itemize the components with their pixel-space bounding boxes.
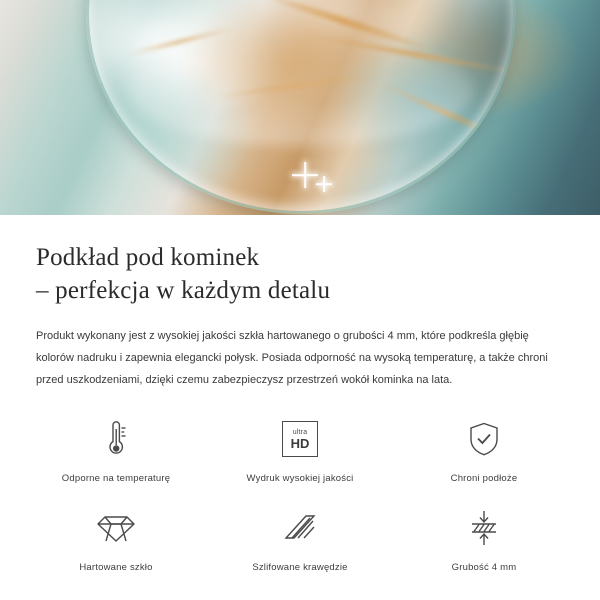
feature-grid bbox=[0, 417, 600, 573]
page-title bbox=[36, 241, 564, 307]
ultra-hd-top-label: ultra bbox=[292, 428, 308, 436]
feature-polished-edges bbox=[208, 506, 392, 573]
headline-line-1: Podkład pod kominek bbox=[36, 244, 260, 271]
feature-print-quality bbox=[208, 417, 392, 484]
shield-check-icon bbox=[466, 417, 502, 461]
description-paragraph: Produkt wykonany jest z wysokiej jakości szkła hartowanego o grubości 4 mm, które podkreśla głębię kolorów nadruku i zapewnia elegancki połysk. Posiada odporność na wysoką temperaturę, a także chroni przed uszkodzeniami, dzięki czemu zabezpieczysz przestrzeń wokół kominka na lata. bbox=[36, 330, 548, 386]
feature-label: Szlifowane krawędzie bbox=[252, 562, 348, 573]
feature-thickness bbox=[392, 506, 576, 573]
ultra-hd-bottom-label: HD bbox=[290, 435, 310, 451]
plate-pattern bbox=[86, 0, 516, 214]
feature-temperature bbox=[24, 417, 208, 484]
headline-line-2: – perfekcja w każdym detalu bbox=[36, 277, 331, 304]
text-content bbox=[0, 215, 600, 391]
feature-label: Chroni podłoże bbox=[450, 473, 518, 484]
feature-tempered-glass bbox=[24, 506, 208, 573]
feature-label: Hartowane szkło bbox=[79, 562, 153, 573]
thickness-arrows-icon bbox=[464, 506, 504, 550]
hero-image bbox=[0, 0, 600, 215]
feature-label: Grubość 4 mm bbox=[451, 562, 517, 573]
feature-surface-protection bbox=[392, 417, 576, 484]
round-glass-plate bbox=[86, 0, 516, 214]
feature-label: Wydruk wysokiej jakości bbox=[246, 473, 354, 484]
ultra-hd-icon bbox=[282, 417, 318, 461]
thermometer-icon bbox=[98, 417, 134, 461]
feature-label: Odporne na temperaturę bbox=[61, 473, 171, 484]
diamond-icon bbox=[96, 506, 136, 550]
polished-edges-icon bbox=[280, 506, 320, 550]
